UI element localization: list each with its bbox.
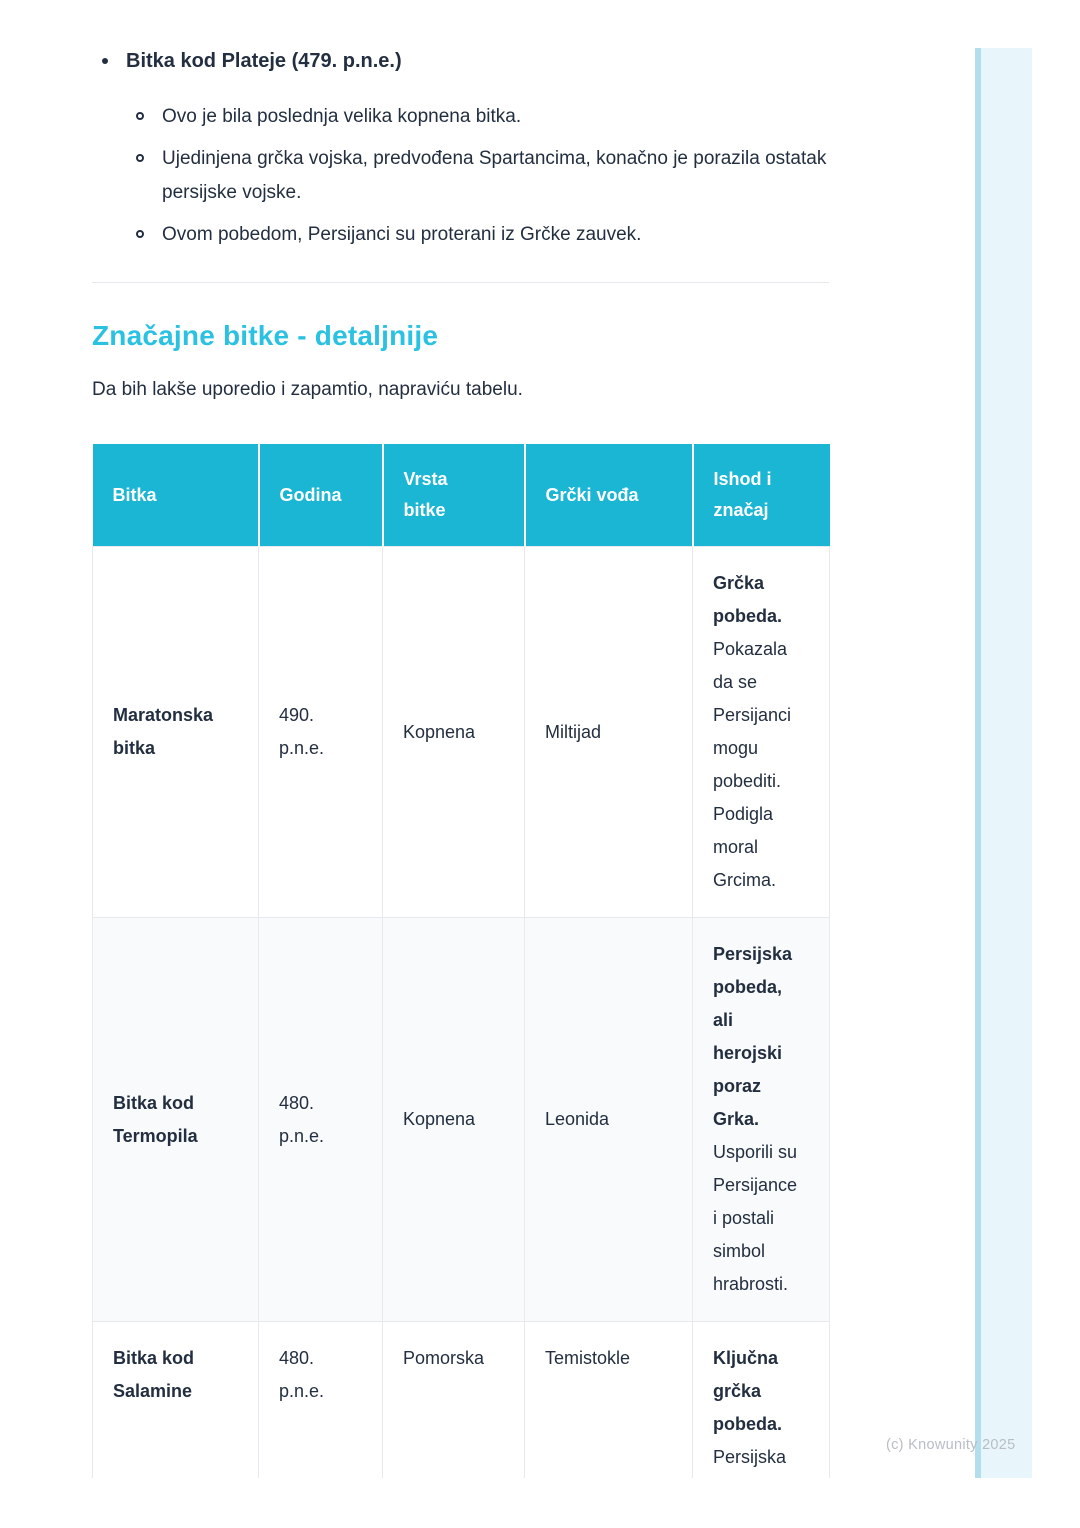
cell-vodja: Leonida — [525, 918, 693, 1322]
bullet-title: Bitka kod Plateje (479. p.n.e.) — [126, 50, 402, 72]
cell-vrsta: Kopnena — [383, 547, 525, 918]
ishod-bold-text: Ključna grčka pobeda. — [713, 1348, 783, 1434]
section-heading: Značajne bitke - detaljnije — [92, 320, 439, 351]
header-cell-ishod: Ishod i značaj — [693, 444, 830, 547]
table-row-termopili — [93, 918, 830, 1322]
header-cell-vrsta-bitke: Vrsta bitke — [383, 444, 525, 547]
cell-ishod — [693, 547, 830, 918]
sub-bullet-list — [92, 100, 829, 252]
sub-bullet-text: Ovo je bila poslednja velika kopnena bitka. — [162, 106, 522, 127]
ishod-rest-text: Persijska — [713, 1447, 787, 1467]
bullet-item-plateja — [92, 46, 829, 76]
battles-table — [92, 444, 830, 1478]
cell-bitka: Bitka kod Termopila — [93, 918, 259, 1322]
circle-bullet-marker — [136, 230, 144, 238]
circle-bullet-marker — [136, 112, 144, 120]
cell-godina: 480. p.n.e. — [259, 918, 383, 1322]
sub-bullet-text: Ovom pobedom, Persijanci su proterani iz Grčke zauvek. — [162, 224, 642, 245]
cell-vrsta: Kopnena — [383, 918, 525, 1322]
ishod-rest-text: Usporili su Persijance i postali simbol hrabrosti. — [713, 1142, 798, 1294]
page-edge-accent-bar — [975, 48, 1032, 1478]
cell-bitka: Bitka kod Salamine — [93, 1322, 259, 1479]
circle-bullet-marker — [136, 154, 144, 162]
sub-bullet-item — [92, 100, 829, 134]
bullet-marker — [102, 58, 108, 64]
section-divider — [92, 282, 829, 283]
sub-bullet-item — [92, 142, 829, 210]
sub-bullet-item — [92, 218, 829, 252]
cell-godina: 490. p.n.e. — [259, 547, 383, 918]
header-cell-grcki-vodja: Grčki vođa — [525, 444, 693, 547]
cell-vrsta: Pomorska — [383, 1322, 525, 1479]
table-row-maratonska — [93, 547, 830, 918]
section-intro-text: Da bih lakše uporedio i zapamtio, napraviću tabelu. — [92, 379, 523, 400]
ishod-bold-text: Grčka pobeda. — [713, 573, 783, 626]
header-cell-godina: Godina — [259, 444, 383, 547]
cell-ishod — [693, 1322, 830, 1479]
header-cell-bitka: Bitka — [93, 444, 259, 547]
cell-vodja: Miltijad — [525, 547, 693, 918]
cell-bitka: Maratonska bitka — [93, 547, 259, 918]
content-column — [92, 0, 829, 1478]
cell-vodja: Temistokle — [525, 1322, 693, 1479]
ishod-bold-text: Persijska pobeda, ali herojski poraz Grka. — [713, 944, 793, 1129]
ishod-rest-text: Pokazala da se Persijanci mogu pobediti. Podigla moral Grcima. — [713, 639, 792, 890]
cell-godina: 480. p.n.e. — [259, 1322, 383, 1479]
table-header-row — [93, 444, 830, 547]
cell-ishod — [693, 918, 830, 1322]
copyright-watermark: (c) Knowunity 2025 — [886, 1437, 1016, 1453]
sub-bullet-text: Ujedinjena grčka vojska, predvođena Spartancima, konačno je porazila ostatak persijske vojske. — [162, 148, 827, 203]
table-row-salamina — [93, 1322, 830, 1479]
